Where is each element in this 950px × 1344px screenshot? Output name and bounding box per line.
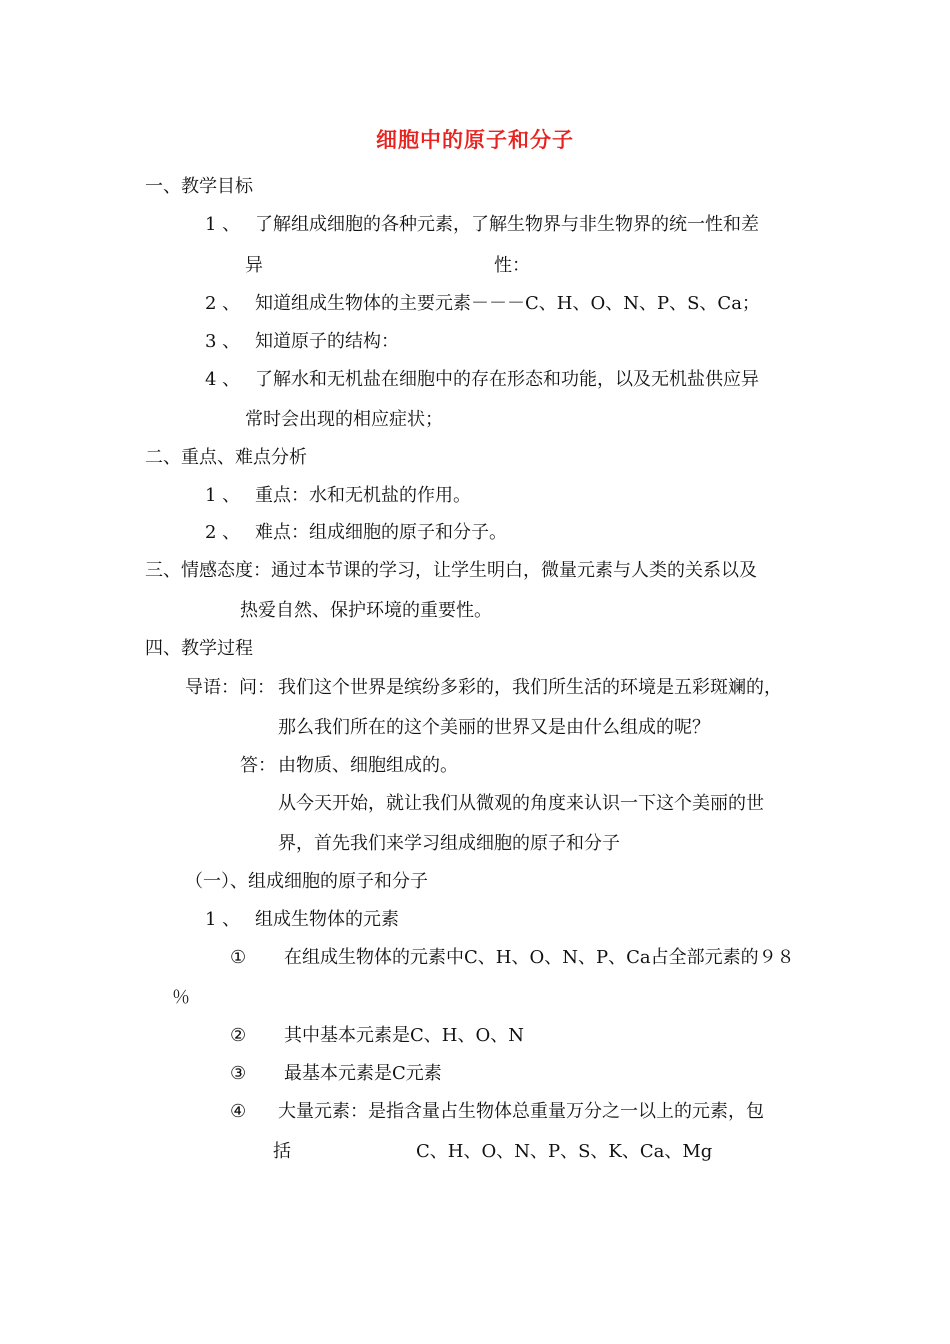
- intro-question: 我们这个世界是缤纷多彩的，我们所生活的环境是五彩斑斓的，: [278, 677, 782, 698]
- s2-item1-number: 1 、: [205, 485, 241, 506]
- intro-label: 导语：问：: [185, 677, 275, 698]
- s1-item4-text-cont: 常时会出现的相应症状；: [245, 409, 443, 430]
- s2-item1-text: 重点：水和无机盐的作用。: [255, 485, 471, 506]
- point-4-text-cont-b: C、H、O、N、P、S、K、Ca、Mg: [416, 1141, 713, 1162]
- section-1-heading: 一、教学目标: [145, 176, 253, 197]
- s2-item2-text: 难点：组成细胞的原子和分子。: [255, 522, 507, 543]
- intro-question-cont: 那么我们所在的这个美丽的世界又是由什么组成的呢？: [278, 717, 710, 738]
- point-2-text: 其中基本元素是C、H、O、N: [284, 1025, 524, 1046]
- intro-paragraph-cont: 界，首先我们来学习组成细胞的原子和分子: [278, 833, 620, 854]
- section-3-text-cont: 热爱自然、保护环境的重要性。: [240, 600, 492, 621]
- answer-label: 答：: [240, 755, 276, 776]
- s1-item1-text-cont-b: 性：: [494, 255, 530, 276]
- s1-item1-text: 了解组成细胞的各种元素，了解生物界与非生物界的统一性和差: [255, 214, 759, 235]
- answer-text: 由物质、细胞组成的。: [278, 755, 458, 776]
- intro-paragraph: 从今天开始，就让我们从微观的角度来认识一下这个美丽的世: [278, 793, 764, 814]
- subsection-heading: （一）、组成细胞的原子和分子: [185, 871, 428, 892]
- section-3-text: 三、情感态度：通过本节课的学习，让学生明白，微量元素与人类的关系以及: [145, 560, 757, 581]
- s1-item4-number: 4 、: [205, 369, 241, 390]
- circled-mark-1: ①: [230, 947, 247, 968]
- point-4-text-cont-a: 括: [273, 1141, 291, 1162]
- point-3-text: 最基本元素是C元素: [284, 1063, 442, 1084]
- sub-item1-number: 1 、: [205, 909, 241, 930]
- s1-item1-text-cont-a: 异: [245, 255, 263, 276]
- point-4-text: 大量元素：是指含量占生物体总重量万分之一以上的元素，包: [278, 1101, 764, 1122]
- s1-item4-text: 了解水和无机盐在细胞中的存在形态和功能，以及无机盐供应异: [255, 369, 759, 390]
- point-1-text-cont: ％: [172, 987, 190, 1008]
- section-2-heading: 二、重点、难点分析: [145, 447, 307, 468]
- circled-mark-2: ②: [230, 1025, 247, 1046]
- sub-item1-text: 组成生物体的元素: [255, 909, 399, 930]
- s1-item3-text: 知道原子的结构：: [255, 331, 399, 352]
- s2-item2-number: 2 、: [205, 522, 241, 543]
- s1-item2-text: 知道组成生物体的主要元素－－－C、H、O、N、P、S、Ca；: [255, 293, 760, 314]
- s1-item1-number: 1 、: [205, 214, 241, 235]
- point-1-text: 在组成生物体的元素中C、H、O、N、P、Ca占全部元素的９８: [284, 947, 795, 968]
- circled-mark-3: ③: [230, 1063, 247, 1084]
- section-4-heading: 四、教学过程: [145, 638, 253, 659]
- circled-mark-4: ④: [230, 1101, 247, 1122]
- s1-item2-number: 2 、: [205, 293, 241, 314]
- document-title: 细胞中的原子和分子: [376, 127, 574, 152]
- s1-item3-number: 3 、: [205, 331, 241, 352]
